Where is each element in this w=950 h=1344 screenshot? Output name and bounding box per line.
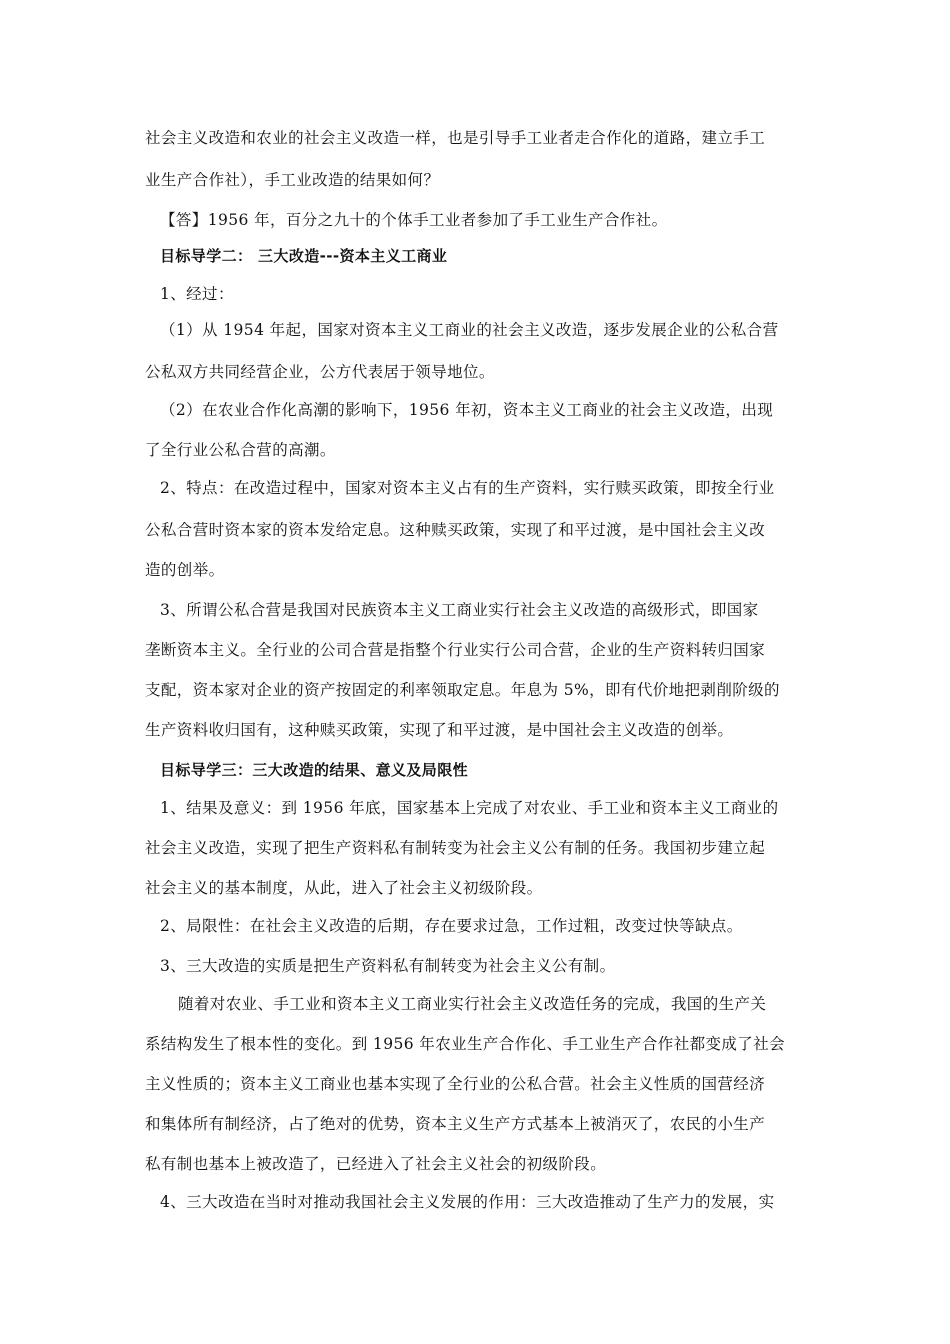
body-line: 社会主义的基本制度，从此，进入了社会主义初级阶段。 — [145, 879, 543, 897]
body-line: 主义性质的；资本主义工商业也基本实现了全行业的公私合营。社会主义性质的国营经济 — [145, 1075, 766, 1093]
body-line: （1）从 1954 年起，国家对资本主义工商业的社会主义改造，逐步发展企业的公私合营 — [160, 321, 779, 339]
body-line: 2、局限性：在社会主义改造的后期，存在要求过急，工作过粗，改变过快等缺点。 — [160, 917, 743, 935]
body-line: 随着对农业、手工业和资本主义工商业实行社会主义改造任务的完成，我国的生产关 — [178, 995, 767, 1013]
body-line: （2）在农业合作化高潮的影响下，1956 年初，资本主义工商业的社会主义改造，出现 — [160, 401, 774, 419]
body-line: 1、结果及意义：到 1956 年底，国家基本上完成了对农业、手工业和资本主义工商业的 — [160, 799, 779, 817]
body-line: 2、特点：在改造过程中，国家对资本主义占有的生产资料，实行赎买政策，即按全行业 — [160, 479, 775, 497]
body-line: 支配，资本家对企业的资产按固定的利率领取定息。年息为 5%，即有代价地把剥削阶级的 — [145, 681, 780, 699]
section-heading: 目标导学三：三大改造的结果、意义及局限性 — [160, 761, 469, 779]
body-line: 垄断资本主义。全行业的公司合营是指整个行业实行公司合营，企业的生产资料转归国家 — [145, 641, 766, 659]
body-line: 社会主义改造和农业的社会主义改造一样，也是引导手工业者走合作化的道路，建立手工 — [145, 129, 766, 147]
body-line: 社会主义改造，实现了把生产资料私有制转变为社会主义公有制的任务。我国初步建立起 — [145, 839, 766, 857]
body-line: 造的创举。 — [145, 561, 225, 579]
body-line: 系结构发生了根本性的变化。到 1956 年农业生产合作化、手工业生产合作社都变成了社会 — [145, 1035, 786, 1053]
body-line: 和集体所有制经济，占了绝对的优势，资本主义生产方式基本上被消灭了，农民的小生产 — [145, 1115, 766, 1133]
body-line: 公私双方共同经营企业，公方代表居于领导地位。 — [145, 363, 495, 381]
body-line: 业生产合作社），手工业改造的结果如何？ — [145, 171, 440, 189]
section-heading: 目标导学二： 三大改造---资本主义工商业 — [160, 247, 448, 265]
answer-line: 【答】1956 年，百分之九十的个体手工业者参加了手工业生产合作社。 — [160, 211, 668, 229]
body-line: 4、三大改造在当时对推动我国社会主义发展的作用：三大改造推动了生产力的发展，实 — [160, 1193, 775, 1211]
body-line: 3、所谓公私合营是我国对民族资本主义工商业实行社会主义改造的高级形式，即国家 — [160, 601, 759, 619]
body-line: 公私合营时资本家的资本发给定息。这种赎买政策，实现了和平过渡，是中国社会主义改 — [145, 521, 766, 539]
body-line: 私有制也基本上被改造了，已经进入了社会主义社会的初级阶段。 — [145, 1155, 607, 1173]
body-line: 了全行业公私合营的高潮。 — [145, 441, 336, 459]
body-line: 1、经过： — [160, 285, 234, 303]
body-line: 生产资料收归国有，这种赎买政策，实现了和平过渡，是中国社会主义改造的创举。 — [145, 721, 734, 739]
body-line: 3、三大改造的实质是把生产资料私有制转变为社会主义公有制。 — [160, 957, 616, 975]
